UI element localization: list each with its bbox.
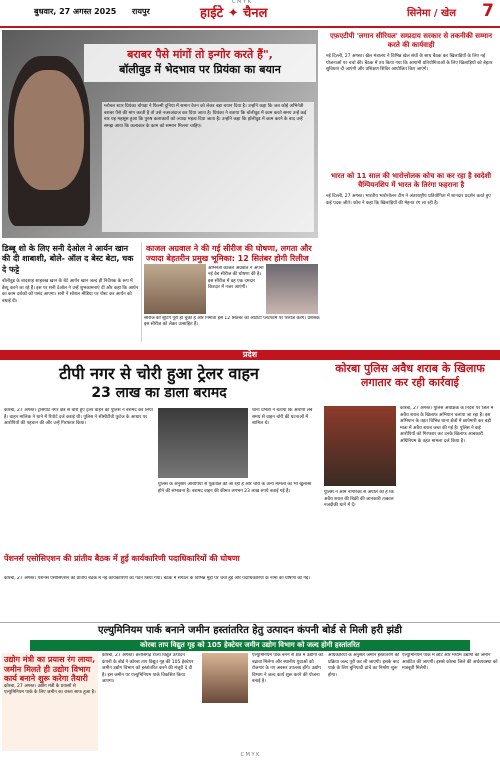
minister-box-body: कोरबा, 27 अगस्त। उद्योग मंत्री के प्रयासों से एल्युमिनियम पार्क के लिए जमीन का रास्ता साफ हुआ है। xyxy=(4,683,96,696)
sports-body-1: नई दिल्ली, 27 अगस्त। खेल मंत्रालय ने विभिन्न खेल संघों के साथ बैठक कर खिलाड़ियों के लिए नई योजनाओं पर चर्चा की। बैठक में तय किया गया कि आगामी प्रतियोगिताओं के लिए खिलाड़ियों को बेहतर सुविधाएं दी जाएंगी और प्रशिक्षण शिविर आयोजित किए जाएंगे। xyxy=(326,54,493,73)
story-body-2: सीरीज की शूटिंग पूरी हो चुकी है और निर्माता इसे 12 सितंबर को ओटीटी प्लेटफॉर्म पर रिलीज करेंगे। प्रशंसक इस सीरीज को लेकर उत्साहित हैं। xyxy=(144,316,320,328)
police-body: कोरबा, 27 अगस्त। पुलिस अधीक्षक के निर्देश पर जिले में अवैध शराब के खिलाफ अभियान चलाया जा रहा है। इस अभियान के तहत विभिन्न थाना क्षेत्रों में छापेमारी कर बड़ी मात्रा में अवैध शराब जब्त की गई है। पुलिस ने कई आरोपियों को गिरफ्तार कर उनके खिलाफ आबकारी अधिनियम के तहत मामला दर्ज किया है। xyxy=(400,406,494,444)
minister-box-headline: उद्योग मंत्री का प्रयास रंग लाया, जमीन मिलते ही उद्योग विभाग कार्य बनाने शुरू करेगा तैयारी xyxy=(4,655,96,684)
aluminium-subheadline: कोरबा ताप विद्युत गृह को 105 हेक्टेयर जमीन उद्योग विभाग को जल्द होगी हस्तांतरित xyxy=(30,640,470,651)
minister-box xyxy=(2,653,98,751)
story-kajal xyxy=(144,242,320,342)
story-police-liquor xyxy=(322,362,498,612)
sports-column xyxy=(324,30,498,348)
lead-story xyxy=(0,30,320,348)
story-trailer-theft xyxy=(0,362,318,622)
story-body: अभिनेत्री काजल अग्रवाल ने अपनी नई वेब सीरीज की घोषणा की है। इस सीरीज में वह एक दमदार किरदार में नजर आएंगी। xyxy=(208,266,264,290)
section-label: सिनेमा / खेल xyxy=(406,8,456,19)
masthead: हाईटे ✦ चैनल xyxy=(200,6,268,21)
pensioners-headline: पेंशनर्स एसोसिएशन की प्रांतीय बैठक में हुई कार्यकारिणी पदाधिकारियों की घोषणा xyxy=(4,554,240,563)
cmyk-marker: C M Y K xyxy=(232,0,251,5)
lead-headline-line1: बराबर पैसे मांगों तो इन्गोर करते हैं", xyxy=(127,48,273,61)
trailer-body-1: कोरबा, 27 अगस्त। ट्रांसपोर्ट नगर क्षेत्र से चोरी हुए ट्रेलर वाहन को पुलिस ने बरामद कर लिया है। वाहन मालिक ने थाने में रिपोर्ट दर्ज कराई थी। पुलिस ने सीसीटीवी फुटेज के आधार पर आरोपियों की पहचान की और उन्हें गिरफ्तार किया। xyxy=(4,408,153,427)
story-body: बॉलीवुड के बादशाह शाहरुख खान के बेटे आर्यन खान जल्द ही निर्देशक के रूप में डेब्यू करने जा रहे हैं। इस पर सनी देओल ने उन्हें शुभकामनाएं दीं और कहा कि आर्यन का काम दर्शकों को पसंद आएगा। सनी ने सोशल मीडिया पर पोस्ट कर आर्यन को बधाई दी। xyxy=(2,279,139,304)
aluminium-col-2: एल्युमिनियम पार्क बनने से क्षेत्र में उद्योगों को बढ़ावा मिलेगा और स्थानीय युवाओं को रोजगार के नए अवसर उपलब्ध होंगे। उद्योग विभाग ने जल्द कार्य शुरू करने की योजना बनाई है। xyxy=(252,653,323,685)
lead-headline-line2: बॉलीवुड में भेदभाव पर प्रियंका का बयान xyxy=(119,62,281,76)
page-number: 7 xyxy=(482,1,494,21)
cmyk-footer: C M Y K xyxy=(240,752,260,758)
aluminium-col-3: अधिकारियों के अनुसार जमीन हस्तांतरण की प्रक्रिया जल्द पूरी कर ली जाएगी। इसके बाद पार्क के लिए बुनियादी ढांचे का निर्माण शुरू होगा। xyxy=(328,653,400,678)
lead-body: ग्लोबल स्टार प्रियंका चोपड़ा ने फिल्मी दुनिया में समान वेतन को लेकर बड़ा बयान दिया है। उन्होंने कहा कि जब कोई अभिनेत्री बराबर पैसे की मांग करती है तो उसे नजरअंदाज कर दिया जाता है। प्रियंका ने बताया कि बॉलीवुड में काम करते समय उन्हें कई बार यह महसूस हुआ कि पुरुष कलाकारों को ज्यादा महत्व दिया जाता है। उन्होंने कहा कि हॉलीवुड में काम करने के बाद उन्हें समझ आया कि कलाकार के काम को सम्मान मिलना चाहिए। xyxy=(102,102,314,232)
section-band: प्रदेश xyxy=(0,350,500,360)
police-body-2: पुलिस ने आम नागरिकों से अपील की है कि अवैध शराब की बिक्री की जानकारी तत्काल नजदीकी थाने में दें। xyxy=(324,490,394,509)
aluminium-headline: एल्युमिनियम पार्क बनाने जमीन हस्तांतरित हेतु उत्पादन कंपनी बोर्ड से मिली हरी झंडी xyxy=(98,625,402,636)
story-headline: काजल अग्रवाल ने की गई सीरीज की घोषणा, लगता और ज्यादा बेहतरीन प्रमुख भूमिका: 12 सितंबर होगी रिलीज xyxy=(146,244,312,264)
story-sunny-aryan xyxy=(0,242,142,342)
story-aluminium-park xyxy=(0,622,500,752)
story-photo xyxy=(144,264,206,314)
pensioners-body: कोरबा, 27 अगस्त। पेंशनर्स एसोसिएशन की प्रांतीय बैठक में नई कार्यकारिणी का गठन किया गया। बैठक में संगठन के विभिन्न मुद्दों पर चर्चा हुई और पदाधिकारियों के नामों की घोषणा की गई। xyxy=(4,576,310,581)
police-headline: कोरबा पुलिस अवैध शराब के खिलाफ लगातार कर रही कार्रवाई xyxy=(335,362,485,389)
police-photo xyxy=(324,406,396,486)
trailer-photo xyxy=(158,408,248,478)
sports-body-2: नई दिल्ली, 27 अगस्त। भारतीय भारोत्तोलन टीम ने अंतरराष्ट्रीय प्रतियोगिता में शानदार प्रदर्शन करते हुए कई पदक जीते। कोच ने कहा कि खिलाड़ियों की मेहनत रंग ला रही है। xyxy=(326,194,491,206)
lead-headline xyxy=(84,44,316,82)
page-header xyxy=(0,0,500,28)
story-photo-2 xyxy=(266,264,318,314)
trailer-headline-2: 23 लाख का डाला बरामद xyxy=(91,385,227,402)
sports-headline-2: भारत को 11 साल की भारोत्तोलक कोच का कर रहा है स्वदेशी चैम्पियनशिप में भारत के तिरंगा फहराना है xyxy=(330,172,492,190)
edition-date: बुधवार, 27 अगस्त 2025 xyxy=(34,7,117,16)
trailer-headline-1: टीपी नगर से चोरी हुआ ट्रेलर वाहन xyxy=(59,364,259,383)
sports-headline-1: एफ़एटीपी 'लगान सीरियल' सम्प्रदाय सरकार से तकनीकी सम्मान करते की कार्यवाही xyxy=(330,32,492,50)
edition-city: रायपुर xyxy=(132,7,150,16)
aluminium-col-4: एल्युमिनियम पार्क में छोटे और मध्यम उद्योगों को जमीन आवंटित की जाएगी। इससे कोरबा जिले की अर्थव्यवस्था को मजबूती मिलेगी। xyxy=(402,653,498,672)
portrait-face xyxy=(14,70,84,190)
aluminium-col-1: कोरबा, 27 अगस्त। छत्तीसगढ़ राज्य विद्युत उत्पादन कंपनी के बोर्ड ने कोरबा ताप विद्युत गृह की 105 हेक्टेयर जमीन उद्योग विभाग को हस्तांतरित करने की मंजूरी दे दी है। इस जमीन पर एल्युमिनियम पार्क विकसित किया जाएगा। xyxy=(102,653,194,685)
minister-photo xyxy=(202,653,248,703)
story-headline: डिब्बू शो के लिए सनी देओल ने आर्यन खान की दी शाबाशी, बोले- ऑल द बेस्ट बेटा, चक दे फट्टे xyxy=(2,244,134,274)
trailer-body-3: थाना प्रभारी ने बताया कि आरोपी लंबे समय से वाहन चोरी की घटनाओं में शामिल थे। xyxy=(252,408,313,427)
trailer-body-2: पुलिस के अनुसार आरोपियों से पूछताछ की जा रही है और चोरी के अन्य मामलों का भी खुलासा होने की संभावना है। बरामद वाहन की कीमत लगभग 23 लाख रुपये बताई गई है। xyxy=(158,482,312,494)
lead-photo xyxy=(2,30,318,238)
